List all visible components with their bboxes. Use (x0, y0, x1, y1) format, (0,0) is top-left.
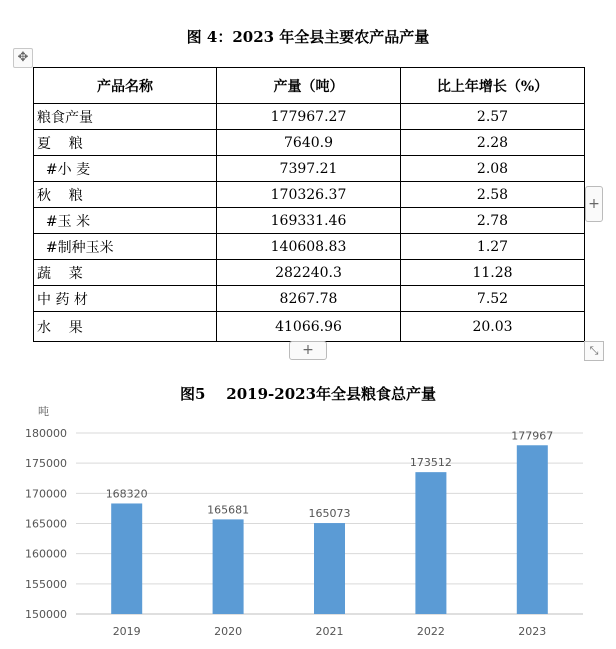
cell-output[interactable]: 169331.46 (217, 208, 401, 234)
y-tick-label: 170000 (25, 487, 67, 501)
cell-growth[interactable]: 2.58 (401, 182, 585, 208)
y-tick-label: 175000 (25, 457, 67, 471)
move-icon[interactable]: ✥ (13, 48, 33, 68)
x-tick-label: 2021 (315, 625, 344, 638)
table-header-row (34, 68, 585, 104)
production-table (33, 67, 585, 342)
cell-growth[interactable]: 2.78 (401, 208, 585, 234)
bar-2021 (314, 523, 345, 614)
add-row-button[interactable]: + (289, 341, 327, 360)
resize-icon[interactable]: ⤡ (584, 341, 604, 361)
cell-name[interactable]: #制种玉米 (34, 234, 217, 260)
cell-name[interactable]: #小 麦 (34, 156, 217, 182)
bar-2019 (111, 503, 142, 614)
table-row (34, 260, 585, 286)
cell-growth[interactable]: 20.03 (401, 312, 585, 342)
cell-growth[interactable]: 2.08 (401, 156, 585, 182)
cell-name[interactable]: 秋 粮 (34, 182, 217, 208)
table-row (34, 234, 585, 260)
table-row (34, 208, 585, 234)
cell-growth[interactable]: 11.28 (401, 260, 585, 286)
data-label: 177967 (511, 429, 554, 443)
chart-bars (111, 445, 548, 614)
data-label: 173512 (409, 456, 452, 470)
table-row (34, 182, 585, 208)
cell-output[interactable]: 41066.96 (217, 312, 401, 342)
cell-growth[interactable]: 1.27 (401, 234, 585, 260)
cell-output[interactable]: 140608.83 (217, 234, 401, 260)
cell-output[interactable]: 282240.3 (217, 260, 401, 286)
chart-ylabel: 吨 (38, 405, 49, 418)
bar-2020 (213, 519, 244, 614)
chart-title: 图5 2019-2023年全县粮食总产量 (179, 385, 437, 403)
y-tick-label: 155000 (25, 577, 67, 591)
data-label: 165073 (308, 507, 351, 521)
table-row (34, 104, 585, 130)
grain-output-chart (0, 400, 616, 649)
cell-name[interactable]: 粮食产量 (34, 104, 217, 130)
cell-growth[interactable]: 7.52 (401, 286, 585, 312)
cell-output[interactable]: 7397.21 (217, 156, 401, 182)
cell-output[interactable]: 8267.78 (217, 286, 401, 312)
table-row (34, 130, 585, 156)
x-tick-label: 2020 (214, 625, 243, 638)
table-row (34, 156, 585, 182)
add-column-button[interactable]: + (585, 186, 603, 222)
cell-name[interactable]: 蔬 菜 (34, 260, 217, 286)
chart-data-labels (106, 429, 554, 520)
table-title: 图 4：2023 年全县主要农产品产量 (186, 28, 430, 46)
header-growth: 比上年增长（%） (401, 68, 585, 104)
table-row (34, 286, 585, 312)
chart-x-ticks (113, 625, 547, 638)
cell-name[interactable]: 夏 粮 (34, 130, 217, 156)
cell-output[interactable]: 177967.27 (217, 104, 401, 130)
cell-growth[interactable]: 2.28 (401, 130, 585, 156)
y-tick-label: 160000 (25, 547, 67, 561)
cell-output[interactable]: 7640.9 (217, 130, 401, 156)
y-tick-label: 150000 (25, 608, 67, 621)
cell-growth[interactable]: 2.57 (401, 104, 585, 130)
y-tick-label: 180000 (25, 427, 67, 440)
x-tick-label: 2022 (416, 625, 445, 638)
x-tick-label: 2023 (518, 625, 547, 638)
data-label: 165681 (207, 503, 250, 517)
y-tick-label: 165000 (25, 517, 67, 531)
bar-2022 (415, 472, 446, 614)
cell-output[interactable]: 170326.37 (217, 182, 401, 208)
x-tick-label: 2019 (112, 625, 141, 638)
bar-2023 (517, 445, 548, 614)
data-label: 168320 (105, 487, 148, 501)
chart-y-ticks (25, 427, 67, 621)
cell-name[interactable]: #玉 米 (34, 208, 217, 234)
header-output: 产量（吨） (217, 68, 401, 104)
table-row (34, 312, 585, 342)
cell-name[interactable]: 中 药 材 (34, 286, 217, 312)
header-product-name: 产品名称 (34, 68, 217, 104)
cell-name[interactable]: 水 果 (34, 312, 217, 342)
